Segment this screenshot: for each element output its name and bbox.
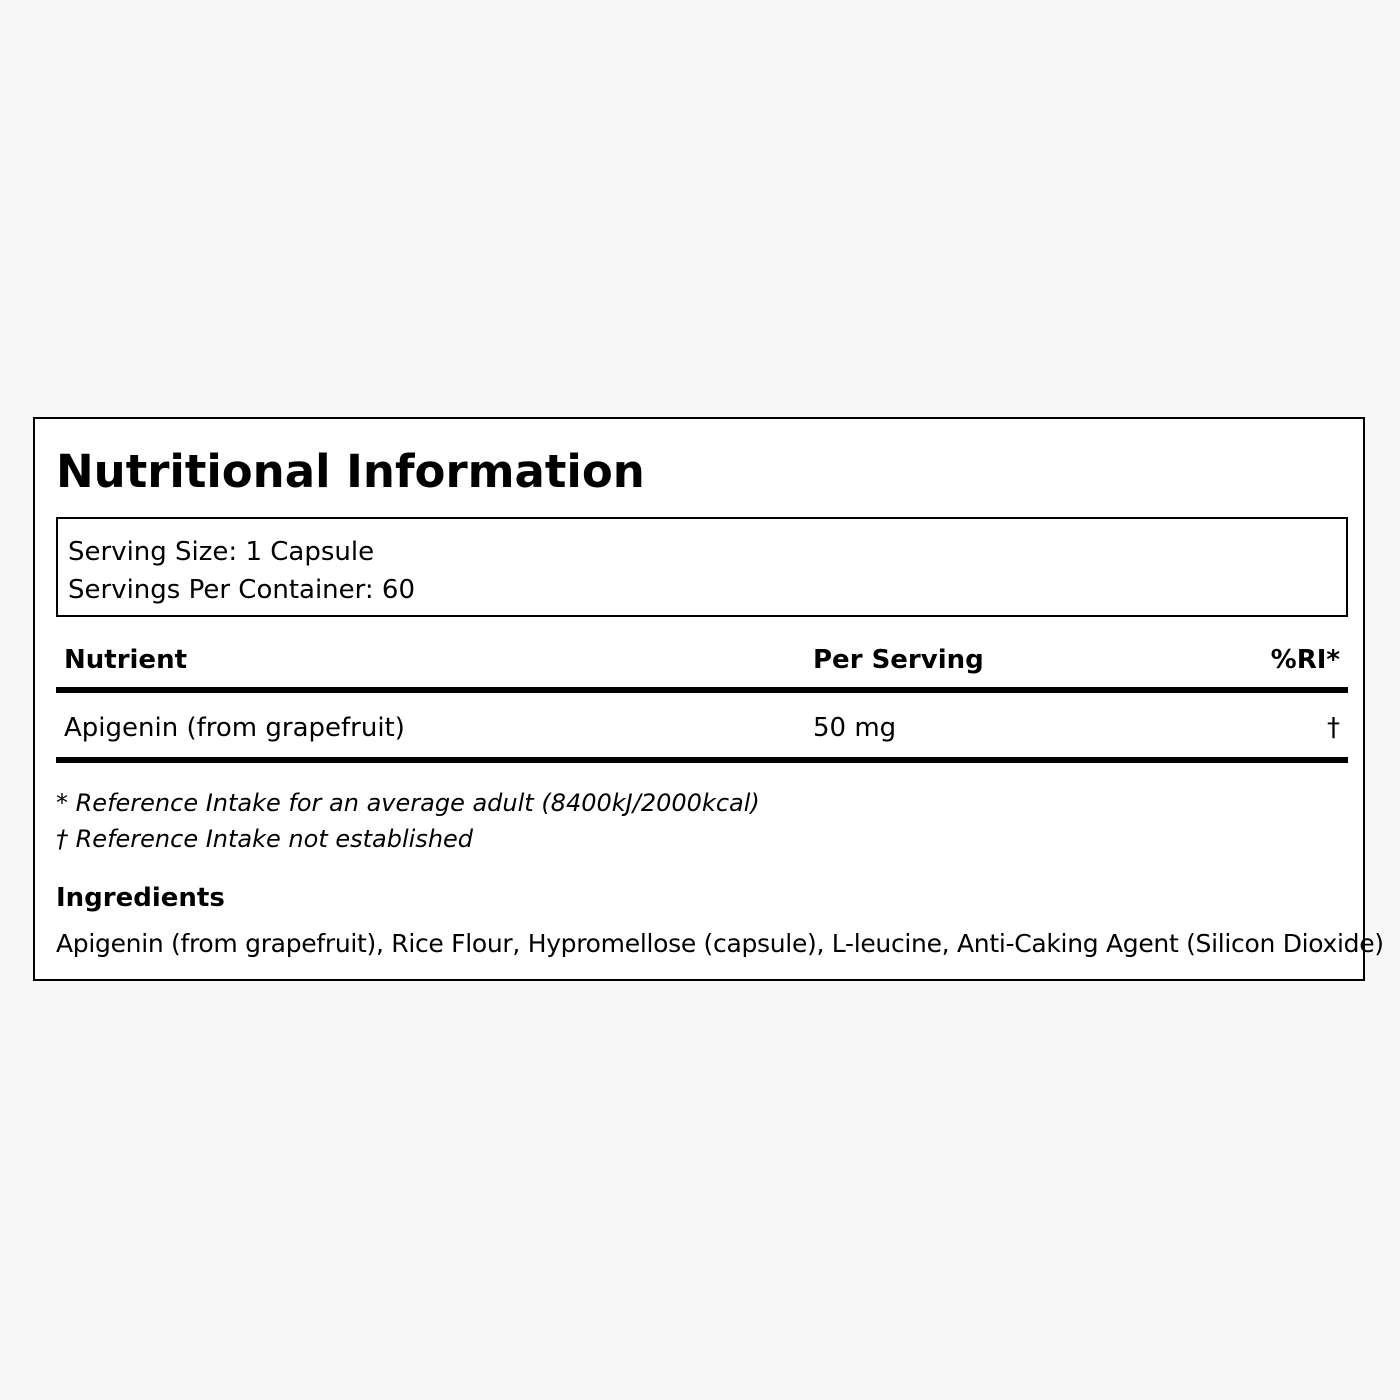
- table-header: [56, 637, 1348, 693]
- row-nutrient: Apigenin (from grapefruit): [64, 713, 405, 743]
- footnotes: [56, 785, 760, 857]
- label-title: Nutritional Information: [56, 445, 645, 498]
- ingredients-heading: Ingredients: [56, 883, 225, 913]
- table-row: [56, 693, 1348, 763]
- header-per-serving: Per Serving: [813, 645, 984, 675]
- nutrition-label: [33, 417, 1384, 981]
- row-per-serving: 50 mg: [813, 713, 897, 743]
- serving-info-box: [56, 517, 1348, 617]
- footnote-reference-intake: * Reference Intake for an average adult (8400kJ/2000kcal): [56, 789, 760, 817]
- ingredients-list: Apigenin (from grapefruit), Rice Flour, Hypromellose (capsule), L-leucine, Anti-Caking Agent (Silicon Dioxide): [56, 929, 1384, 958]
- nutrient-table: [56, 637, 1348, 763]
- serving-size: Serving Size: 1 Capsule: [68, 537, 375, 567]
- servings-per-container: Servings Per Container: 60: [68, 575, 416, 605]
- footnote-not-established: † Reference Intake not established: [56, 825, 474, 853]
- header-ri: %RI*: [1270, 645, 1340, 675]
- row-ri: †: [1327, 713, 1340, 743]
- header-nutrient: Nutrient: [64, 645, 188, 675]
